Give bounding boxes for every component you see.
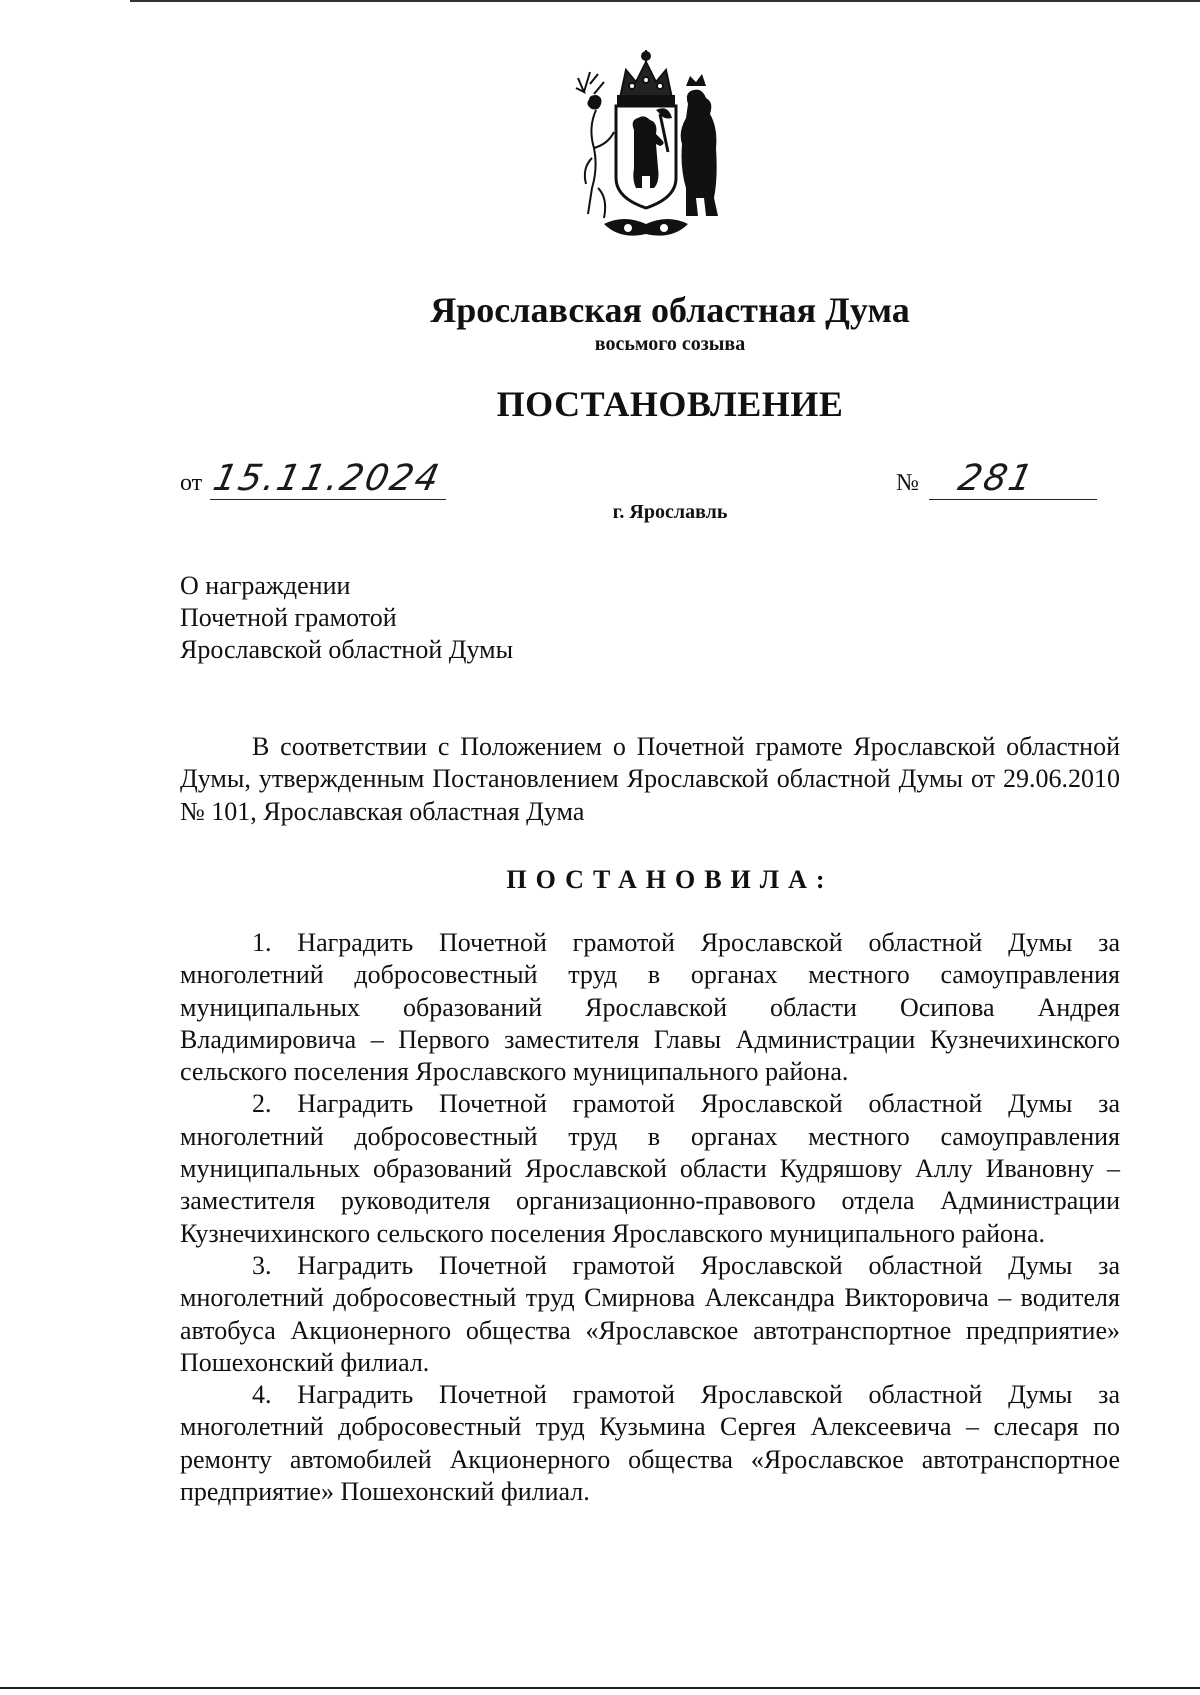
bear-supporter-icon	[681, 74, 718, 216]
number-sign: №	[896, 470, 919, 496]
city: г. Ярославль	[612, 501, 728, 523]
intro-text: В соответствии с Положением о Почетной грамоте Ярославской областной Думы, утвержденным Постановлением Ярославской областной Думы от 29.06.2010 № 101, Ярославская областная Дума	[180, 732, 1120, 826]
subject-line: Почетной грамотой	[180, 603, 397, 632]
resolution-items	[180, 927, 1120, 1508]
subject-block	[180, 570, 513, 666]
convocation: восьмого созыва	[594, 333, 746, 355]
scan-edge-top	[130, 0, 1200, 2]
org-name: Ярославская областная Дума	[430, 290, 910, 330]
subject-line: Ярославской областной Думы	[180, 635, 514, 664]
coat-of-arms-emblem	[568, 48, 724, 244]
document-type: ПОСТАНОВЛЕНИЕ	[496, 384, 844, 424]
resolution-item: 4. Наградить Почетной грамотой Ярославской областной Думы за многолетний добросовестный труд Кузьмина Сергея Алексеевича – слесаря по ремонту автомобилей Акционерного общества «Ярославское автотранспортное предприятие» Пошехонский филиал.	[180, 1380, 1120, 1507]
date-prefix: от	[180, 470, 203, 496]
intro-paragraph	[180, 731, 1120, 828]
crown-icon	[618, 50, 674, 104]
document-number	[896, 458, 1097, 500]
scan-edge-bottom	[0, 1687, 1200, 1689]
deer-supporter-icon	[576, 72, 614, 218]
number-value	[929, 458, 1097, 500]
shield-icon	[616, 106, 676, 208]
document-date	[180, 458, 446, 500]
resolved-heading: ПОСТАНОВИЛА:	[506, 865, 834, 894]
resolution-item: 2. Наградить Почетной грамотой Ярославской областной Думы за многолетний добросовестный труд в органах местного самоуправления муниципальных образований Ярославской области Кудряшову Аллу Ивановну – заместителя руководителя организационно-правового отдела Администрации Кузнечихинского сельского поселения Ярославского муниципального района.	[180, 1089, 1120, 1248]
date-value	[210, 458, 446, 500]
subject-line: О награждении	[180, 571, 351, 600]
handwritten-date: 15.11.2024	[209, 458, 445, 499]
handwritten-number: 281	[954, 458, 1038, 499]
resolution-item: 3. Наградить Почетной грамотой Ярославской областной Думы за многолетний добросовестный труд Смирнова Александра Викторовича – водителя автобуса Акционерного общества «Ярославское автотранспортное предприятие» Пошехонский филиал.	[180, 1250, 1120, 1377]
wreath-ornament-icon	[604, 219, 688, 236]
resolution-item: 1. Наградить Почетной грамотой Ярославской областной Думы за многолетний добросовестный труд в органах местного самоуправления муниципальных образований Ярославской области Осипова Андрея Владимировича – Первого заместителя Главы Администрации Кузнечихинского сельского поселения Ярославского муниципального района.	[180, 928, 1120, 1087]
